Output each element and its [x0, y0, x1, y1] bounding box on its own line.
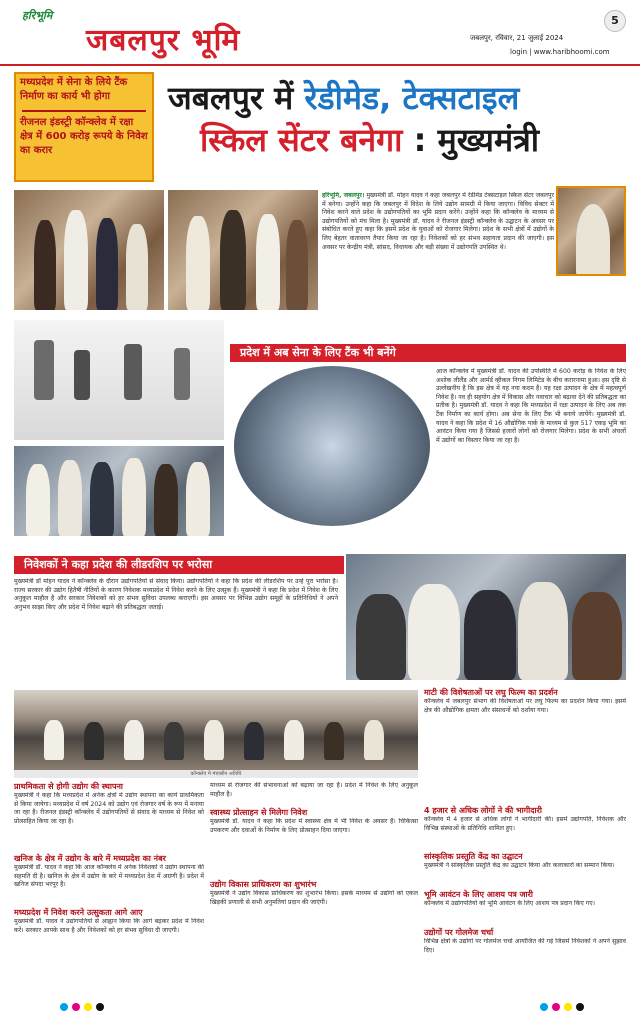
photo-stage: [14, 690, 418, 770]
bottom-right-head-1: 4 हजार से अधिक लोगों ने की भागीदारी: [424, 806, 542, 815]
bottom-middle-text-0: माध्यम से रोजगार की संभावनाओं को बढ़ाया जा रहा है। प्रदेश में निवेश के लिए अनुकूल माहौल है।: [210, 782, 418, 798]
photo-defence-model: [234, 366, 430, 526]
photo-exhibition: [14, 320, 224, 440]
bottom-right-head-0: माटी की विशेषताओं पर लघु फिल्म का प्रदर्शन: [424, 688, 558, 697]
brand-title: जबलपुर भूमि: [86, 23, 241, 58]
bottom-left-head-2: खनिज के क्षेत्र में उद्योग के बारे में मध्यप्रदेश का नंबर: [14, 854, 166, 863]
photo-caption: कॉन्क्लेव में मंचासीन अतिथि: [14, 770, 418, 778]
bottom-left-text-2: मुख्यमंत्री डॉ. यादव ने कहा कि आज कॉन्क्लेव में अनेक निवेशकों ने उद्योग स्थापना की सहमति दी है। खनिज के क्षेत्र में उद्योग के बारे में मध्यप्रदेश देश में अग्रणी है। प्रदेश में खनिज संपदा भरपूर है।: [14, 864, 204, 889]
headline-part: : मुख्यमंत्री: [402, 121, 540, 159]
bottom-right-text-2: मुख्यमंत्री ने सांस्कृतिक प्रस्तुति केंद्र का उद्घाटन किया और कलाकारों का सम्मान किया।: [424, 862, 615, 869]
brand-small: हरिभूमि: [22, 9, 53, 22]
bottom-right-head-4: उद्योगों पर गोलमेज चर्चा: [424, 928, 494, 937]
photo-chief-minister: [556, 186, 626, 276]
bottom-right-column: [424, 688, 626, 998]
main-headline-line-1: [168, 80, 628, 116]
bottom-right-head-2: सांस्कृतिक प्रस्तुति केंद्र का उद्घाटन: [424, 852, 523, 861]
bottom-middle-column: [210, 782, 418, 998]
bottom-middle-text-2: मुख्यमंत्री ने उद्योग विकास प्राधिकरण का शुभारंभ किया। इसके माध्यम से उद्योगों को एकल खिड़की प्रणाली से सभी अनुमतियां प्रदान की जाएंगी।: [210, 890, 418, 906]
footer-registration-bar: [0, 1000, 640, 1015]
investors-section-text: मुख्यमंत्री डॉ मोहन यादव ने कॉन्क्लेव के दौरान उद्योगपतियों से संवाद किया। उद्योगपतियों ने कहा कि प्रदेश की लीडरशिप पर उन्हें पूरा भरोसा है। राज्य सरकार की उद्योग हितैषी नीतियों के कारण निवेशक मध्यप्रदेश में निवेश करने के लिए उत्सुक हैं। मुख्यमंत्री ने कहा कि प्रदेश में निवेश के लिए अनुकूल माहौल है और सरकार निवेशकों को हर संभव सुविधा उपलब्ध कराएगी। इस अवसर पर विभिन्न उद्योग समूहों के प्रतिनिधियों ने अपने अनुभव साझा किए और प्रदेश में निवेश बढ़ाने की प्रतिबद्धता जताई।: [14, 578, 338, 611]
bottom-left-column: [14, 782, 204, 998]
bottom-right-head-3: भूमि आवंटन के लिए आशय पत्र जारी: [424, 890, 533, 899]
bottom-left-text-1: मुख्यमंत्री ने कहा कि मध्यप्रदेश में अनेक क्षेत्रों में उद्योग स्थापना का कार्य प्राथमिकता से किया जायेगा। मध्यप्रदेश में वर्ष 2024 को उद्योग एवं रोजगार वर्ष के रूप में मनाया जा रहा है। रीजनल इंडस्ट्री कॉन्क्लेव में उद्योगपतियों से संवाद के माध्यम से निवेश को प्रोत्साहित किया जा रहा है।: [14, 792, 204, 825]
headline-part: रेडीमेड, टेक्सटाइल: [304, 79, 520, 117]
lead-story-body: मुख्यमंत्री डॉ. मोहन यादव ने कहा जबलपुर में रेडीमेड टेक्सटाइल स्किल सेंटर जबलपुर में बनेगा। उन्होंने कहा कि जबलपुर में विदेश के लिये उद्योग सामग्री में किया जाएगा। विविध सेक्टर में निवेश करने वाले प्रदेश के उद्योगपतियों का भूमि प्रदान करेंगे। उन्होंने कहा कि कॉन्क्लेव के माध्यम से उद्योगपतियों को मंच मिला है। मुख्यमंत्री डॉ. यादव ने रीजनल इंडस्ट्री कॉन्क्लेव के उद्घाटन के अवसर पर संबोधित करते हुए कहा कि इसमें प्रदेश के युवाओं को रोजगार मिलेगा। प्रदेश के सभी क्षेत्रों में उद्योगों के लिए बेहतर वातावरण तैयार किया जा रहा है। निवेशकों को हर संभव सहायता प्रदान की जाएगी। इस अवसर पर केन्द्रीय मंत्री, सांसद, विधायक और बड़ी संख्या में उद्योगपति उपस्थित थे।: [322, 192, 554, 251]
photo-dignitaries: [14, 446, 224, 536]
tank-section-text: आज कॉन्क्लेव में मुख्यमंत्री डॉ. यादव की उपस्थिति में 600 करोड़ के निवेश के लिए अशोक लीलैंड और आर्मर्ड व्हीकल निगम लिमिटेड के बीच करारनामा हुआ। इस दृष्टि से उल्लेखनीय है कि इस क्षेत्र में यह नया कदम है। यह रक्षा उत्पादन के क्षेत्र में महत्वपूर्ण निवेश है। नव ही सहयोग क्षेत्र में विकास और नवाचार को बढ़ावा देने की प्रतिबद्धता का प्रतीक है। मुख्यमंत्री डॉ. यादव ने कहा कि मध्यप्रदेश में रक्षा उत्पादन के लिए अब तक टैंक निर्माण का कार्य होगा। अब सेना के लिए टैंक भी बनाये जायेंगे। मुख्यमंत्री डॉ. यादव ने कहा कि प्रदेश में 16 औद्योगिक पार्क के माध्यम से कुल 517 एकड़ भूमि का आवंटन किया गया है जिससे हजारों लोगों को रोजगार मिलेगा। प्रदेश के सभी अंचलों में उद्योगों का विस्तार किया जा रहा है।: [436, 368, 626, 444]
headline-part: जबलपुर में: [168, 79, 305, 117]
photo-audience: [346, 554, 626, 680]
photo-ceremony: [168, 190, 318, 310]
dateline: जबलपुर, रविवार, 21 जुलाई 2024: [470, 34, 564, 42]
lead-story-dateline: हरिभूमि, जबलपुर।: [322, 192, 365, 199]
bottom-right-text-3: कॉन्क्लेव में उद्योगपतियों को भूमि आवंटन के लिए आशय पत्र प्रदान किए गए।: [424, 900, 596, 907]
bottom-right-text-4: विभिन्न क्षेत्रों के उद्योगों पर गोलमेज चर्चा आयोजित की गई जिसमें निवेशकों ने अपने सुझाव दिए।: [424, 938, 626, 954]
main-headline-line-2: [200, 122, 620, 158]
bottom-left-text-3: मुख्यमंत्री डॉ. यादव ने उद्योगपतियों से आह्वान किया कि आगे बढ़कर प्रदेश में निवेश करें। सरकार आपके साथ है और निवेशकों को हर संभव सुविधा दी जाएगी।: [14, 918, 204, 934]
bottom-middle-text-1: मुख्यमंत्री डॉ. यादव ने कहा कि प्रदेश में स्वास्थ्य क्षेत्र में भी निवेश के अवसर हैं। चिकित्सा उपकरण और दवाओं के निर्माण के लिए प्रोत्साहन दिया जाएगा।: [210, 818, 418, 834]
lead-story-text: [322, 192, 554, 332]
bottom-middle-head-1: स्वास्थ्य प्रोत्साहन से मिलेगा निवेश: [210, 808, 308, 817]
bottom-left-head-3: मध्यप्रदेश में निवेश करने उत्सुकता आगे आए: [14, 908, 143, 917]
sidebar-divider: [22, 110, 146, 112]
investors-section-band: निवेशकों ने कहा प्रदेश की लीडरशिप पर भरोसा: [14, 556, 344, 574]
page-number: 5: [604, 10, 626, 32]
bottom-middle-head-2: उद्योग विकास प्राधिकरण का शुभारंभ: [210, 880, 317, 889]
bottom-right-text-0: कॉन्क्लेव में जबलपुर संभाग की विशेषताओं पर लघु फिल्म का प्रदर्शन किया गया। इसमें क्षेत्र की औद्योगिक क्षमता और संसाधनों को दर्शाया गया।: [424, 698, 626, 714]
sidebar-headline-2: रीजनल इंडस्ट्री कॉन्क्लेव में रक्षा क्षेत्र में 600 करोड़ रूपये के निवेश का करार: [20, 117, 148, 156]
website-link[interactable]: login | www.haribhoomi.com: [510, 48, 610, 56]
bottom-right-text-1: कॉन्क्लेव में 4 हजार से अधिक लोगों ने भागीदारी की। इसमें उद्योगपति, निवेशक और विभिन्न संस्थाओं के प्रतिनिधि शामिल हुए।: [424, 816, 626, 832]
headline-part: स्किल सेंटर बनेगा: [200, 121, 403, 159]
photo-lamp-lighting: [14, 190, 164, 310]
sidebar-headline-1: मध्यप्रदेश में सेना के लिये टैंक निर्माण का कार्य भी होगा: [20, 77, 128, 102]
bottom-left-head-1: प्राथमिकता से होगी उद्योग की स्थापना: [14, 782, 124, 791]
tank-section-band: प्रदेश में अब सेना के लिए टैंक भी बनेंगे: [230, 344, 626, 362]
